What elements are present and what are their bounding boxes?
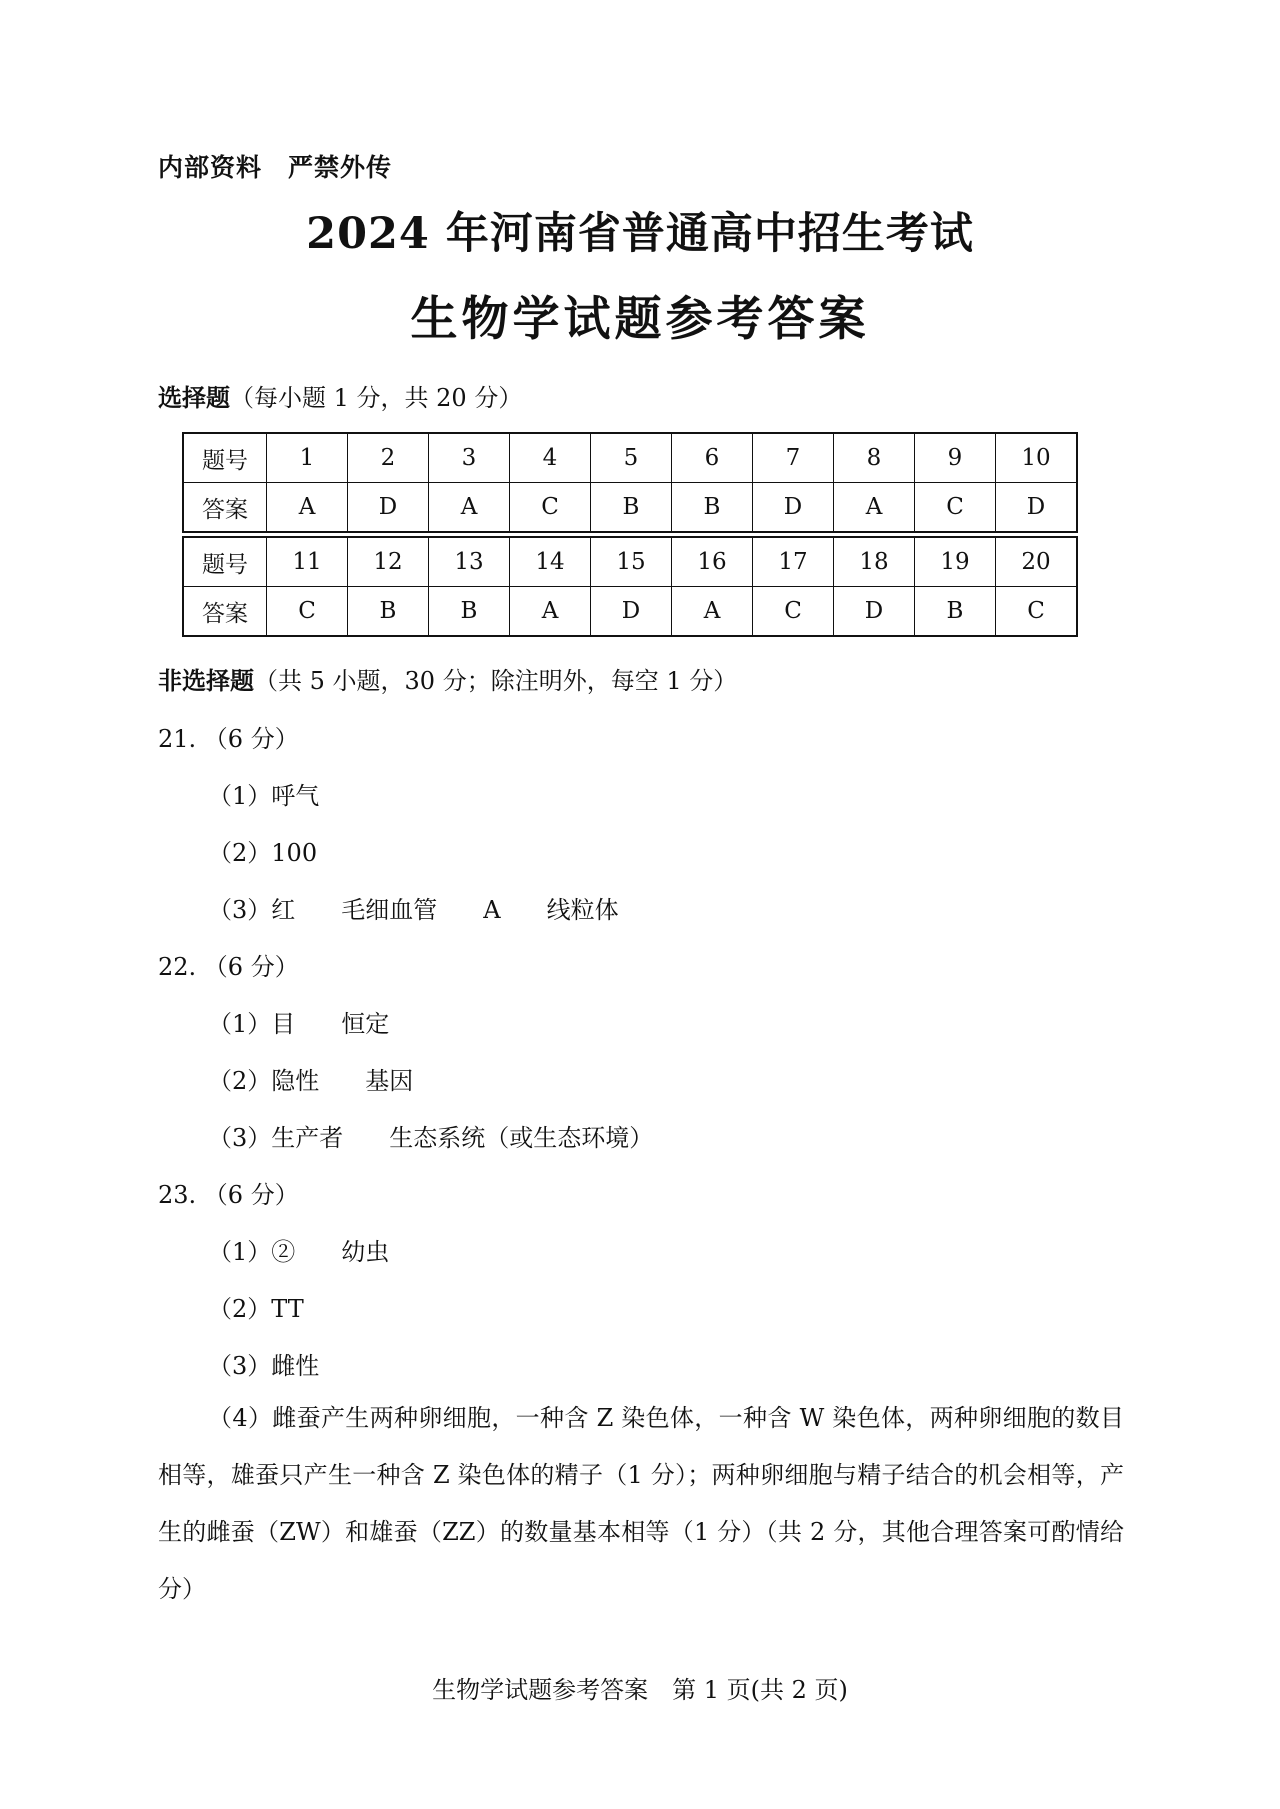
question-22-part-1	[208, 1004, 389, 1039]
answer-key-title: 生物学试题参考答案	[410, 292, 870, 347]
answer-cell: D	[591, 587, 672, 637]
row-label-answer: 答案	[183, 483, 267, 533]
answer-text: 毛细血管	[341, 896, 438, 924]
choice-section-heading	[158, 378, 522, 413]
question-21-heading: 21. （6 分）	[158, 725, 299, 753]
answer-cell: C	[510, 483, 591, 533]
answer-cell: A	[510, 587, 591, 637]
part-number: （2）	[208, 839, 272, 867]
answer-cell: B	[591, 483, 672, 533]
question-21-part-2	[208, 833, 317, 868]
answer-cell: B	[915, 587, 996, 637]
answer-text: A	[483, 896, 501, 924]
choice-section-label: 选择题	[158, 384, 230, 412]
question-number-cell: 5	[591, 433, 672, 483]
answer-text: 恒定	[341, 1010, 390, 1038]
question-number-cell: 3	[429, 433, 510, 483]
answer-text: 线粒体	[546, 896, 619, 924]
question-22-part-3	[208, 1118, 653, 1153]
question-number-cell: 9	[915, 433, 996, 483]
question-number-cell: 19	[915, 537, 996, 587]
answer-cell: D	[753, 483, 834, 533]
question-number-cell: 8	[834, 433, 915, 483]
question-number-cell: 20	[996, 537, 1078, 587]
answer-cell: B	[348, 587, 429, 637]
row-label-answer: 答案	[183, 587, 267, 637]
page-footer: 生物学试题参考答案 第 1 页(共 2 页)	[432, 1676, 848, 1704]
question-number-cell: 14	[510, 537, 591, 587]
question-number-cell: 15	[591, 537, 672, 587]
confidential-notice: 内部资料 严禁外传	[158, 153, 393, 182]
question-number-row	[183, 537, 1077, 587]
answer-text: 雌性	[271, 1352, 320, 1380]
question-number-cell: 18	[834, 537, 915, 587]
question-number-cell: 16	[672, 537, 753, 587]
answer-row	[183, 587, 1077, 637]
answer-text: 幼虫	[341, 1238, 390, 1266]
part-number: （3）	[208, 896, 272, 924]
question-number-cell: 10	[996, 433, 1078, 483]
part-number: （1）	[208, 1010, 272, 1038]
part-number: （2）	[208, 1067, 272, 1095]
question-number-cell: 4	[510, 433, 591, 483]
answer-text: ②	[271, 1238, 296, 1266]
answer-table-1	[182, 432, 1078, 533]
nonchoice-section-note: （共 5 小题，30 分；除注明外，每空 1 分）	[254, 667, 738, 695]
answer-cell: C	[915, 483, 996, 533]
question-number-cell: 7	[753, 433, 834, 483]
question-number-cell: 13	[429, 537, 510, 587]
answer-cell: C	[267, 587, 348, 637]
question-23-part-3	[208, 1346, 319, 1381]
exam-title: 2024 年河南省普通高中招生考试	[306, 209, 974, 259]
answer-table-2	[182, 536, 1078, 637]
answer-text: 目	[271, 1010, 296, 1038]
question-number-cell: 12	[348, 537, 429, 587]
question-number-cell: 6	[672, 433, 753, 483]
question-number-cell: 11	[267, 537, 348, 587]
answer-row	[183, 483, 1077, 533]
answer-text: 隐性	[271, 1067, 320, 1095]
answer-text: 生产者	[271, 1124, 344, 1152]
answer-text: 红	[271, 896, 296, 924]
answer-cell: D	[996, 483, 1078, 533]
answer-cell: D	[834, 587, 915, 637]
question-21-part-3	[208, 890, 619, 925]
question-23-part-1	[208, 1232, 389, 1267]
answer-cell: A	[429, 483, 510, 533]
row-label-number: 题号	[183, 537, 267, 587]
answer-cell: B	[429, 587, 510, 637]
question-23-part-2	[208, 1289, 304, 1324]
question-23-part-4: （4）雌蚕产生两种卵细胞，一种含 Z 染色体，一种含 W 染色体，两种卵细胞的数目相等，雄蚕只产生一种含 Z 染色体的精子（1 分）；两种卵细胞与精子结合的机会相等，产生的雌蚕（ZW）和雄蚕（ZZ）的数量基本相等（1 分）（共 2 分，其他合理答案可酌情给分）	[158, 1404, 1124, 1603]
part-number: （1）	[208, 782, 272, 810]
answer-cell: C	[753, 587, 834, 637]
answer-text: 100	[271, 839, 318, 867]
question-23-heading: 23. （6 分）	[158, 1181, 299, 1209]
part-number: （3）	[208, 1124, 272, 1152]
answer-cell: A	[834, 483, 915, 533]
question-22-heading: 22. （6 分）	[158, 953, 299, 981]
choice-section-note: （每小题 1 分，共 20 分）	[230, 384, 523, 412]
question-number-cell: 17	[753, 537, 834, 587]
answer-text: TT	[271, 1295, 304, 1323]
row-label-number: 题号	[183, 433, 267, 483]
answer-text: 生态系统（或生态环境）	[389, 1124, 654, 1152]
answer-cell: A	[672, 587, 753, 637]
part-number: （1）	[208, 1238, 272, 1266]
answer-cell: D	[348, 483, 429, 533]
answer-cell: B	[672, 483, 753, 533]
answer-text: 基因	[365, 1067, 414, 1095]
question-number-row	[183, 433, 1077, 483]
nonchoice-section-label: 非选择题	[158, 667, 254, 695]
question-number-cell: 1	[267, 433, 348, 483]
nonchoice-section-heading	[158, 661, 737, 696]
answer-cell: C	[996, 587, 1078, 637]
question-21-part-1	[208, 776, 319, 811]
question-22-part-2	[208, 1061, 413, 1096]
answer-text: 呼气	[271, 782, 320, 810]
question-number-cell: 2	[348, 433, 429, 483]
part-number: （2）	[208, 1295, 272, 1323]
part-number: （3）	[208, 1352, 272, 1380]
answer-cell: A	[267, 483, 348, 533]
